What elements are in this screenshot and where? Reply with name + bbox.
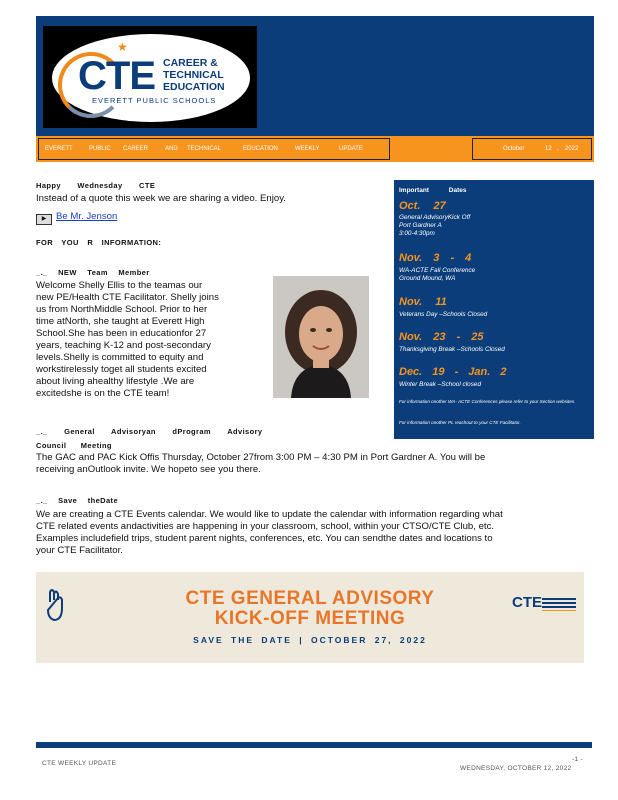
banner-title: CTE GENERAL ADVISORY bbox=[185, 588, 435, 609]
kickoff-banner bbox=[36, 572, 584, 663]
date-word: 2022 bbox=[565, 146, 579, 152]
event-date: Nov. 11 bbox=[399, 296, 447, 308]
video-icon: ▶ bbox=[36, 214, 52, 225]
video-link[interactable]: Be Mr. Jenson bbox=[56, 211, 118, 222]
text-line: excitedshe is on the CTE team! bbox=[36, 388, 170, 399]
event-date: Oct. 27 bbox=[399, 200, 446, 212]
text-line: We are creating a CTE Events calendar. We would like to update the calendar with information regarding what bbox=[36, 509, 503, 520]
title-word: EDUCATION bbox=[243, 146, 278, 152]
text-line: levels.Shelly is committed to equity and bbox=[36, 352, 204, 363]
logo-cte-text: CTE bbox=[78, 54, 155, 98]
event-line: Thanksgiving Break –Schools Closed bbox=[399, 346, 505, 353]
panel-note: For information onother PL reachout to your CTE Facilitator. bbox=[399, 420, 521, 425]
event-line: Veterans Day –Schools Closed bbox=[399, 311, 488, 318]
text-line: workstirelessly toget all students excited bbox=[36, 364, 207, 375]
title-word: PUBLIC bbox=[89, 146, 111, 152]
logo-line-1: CAREER & bbox=[163, 57, 218, 69]
event-date: Nov. 3 - 4 bbox=[399, 252, 472, 264]
text-line: The GAC and PAC Kick Offis Thursday, October 27from 3:00 PM – 4:30 PM in Port Gardner A. You will be bbox=[36, 452, 486, 463]
text-line: receiving anOutlook invite. We hopeto see you there. bbox=[36, 464, 261, 475]
text-line: School.She has been in educationfor 27 bbox=[36, 328, 207, 339]
save-date-heading: _._ Save theDate bbox=[36, 496, 119, 505]
event-line: Port Gardner A bbox=[399, 222, 442, 229]
star-icon: ★ bbox=[117, 40, 128, 54]
staff-photo bbox=[273, 276, 369, 398]
event-line: WA-ACTE Fall Conference bbox=[399, 267, 476, 274]
date-word: , bbox=[557, 146, 559, 152]
intro-line: Instead of a quote this week we are sharing a video. Enjoy. bbox=[36, 193, 286, 204]
event-line: Winter Break –School closed bbox=[399, 381, 481, 388]
text-line: your CTE Facilitator. bbox=[36, 545, 123, 556]
banner-logo: CTE bbox=[512, 594, 542, 611]
greeting: Happy Wednesday CTE bbox=[36, 181, 156, 190]
gac-heading: _._ General Advisoryan dProgram Advisory bbox=[36, 427, 263, 436]
logo-line-2: TECHNICAL bbox=[163, 69, 224, 81]
event-line: Ground Mound, WA bbox=[399, 275, 456, 282]
text-line: new PE/Health CTE Facilitator. Shelly joins bbox=[36, 292, 219, 303]
panel-note: For information onother WA- ACTE Conferences please refer to your Section websites. bbox=[399, 399, 576, 404]
text-line: about living ahealthy lifestyle .We are bbox=[36, 376, 195, 387]
banner-title-2: KICK-OFF MEETING bbox=[214, 608, 406, 629]
event-date: Dec. 19 - Jan. 2 bbox=[399, 366, 507, 378]
date-word: 12 bbox=[545, 146, 552, 152]
logo-district: EVERETT PUBLIC SCHOOLS bbox=[92, 96, 217, 105]
gac-heading-2: Council Meeting bbox=[36, 441, 112, 450]
text-line: years, teaching K-12 and post-secondary bbox=[36, 340, 211, 351]
gac-text bbox=[36, 452, 596, 476]
title-word: EVERETT bbox=[45, 146, 73, 152]
footer-rule bbox=[36, 742, 592, 748]
panel-title: Important Dates bbox=[399, 187, 467, 194]
text-line: time atNorth, she taught at Everett High bbox=[36, 316, 205, 327]
video-row bbox=[36, 211, 117, 225]
text-line: Examples includefield trips, student parent nights, conferences, etc. You can sendthe dates and locations to bbox=[36, 533, 493, 544]
event-line: 3:00-4:30pm bbox=[399, 230, 435, 237]
page-number: -1 - bbox=[572, 756, 583, 763]
title-word: AND bbox=[165, 146, 178, 152]
important-dates-panel bbox=[394, 180, 594, 439]
fyi-heading: FOR YOU R INFORMATION: bbox=[36, 238, 162, 247]
issue-date bbox=[472, 138, 592, 160]
event-line: General AdvisoryKick Off bbox=[399, 214, 471, 221]
logo-line-3: EDUCATION bbox=[163, 81, 225, 93]
title-word: CAREER bbox=[123, 146, 149, 152]
newsletter-title bbox=[38, 138, 390, 160]
text-line: us from NorthMiddle School. Prior to her bbox=[36, 304, 208, 315]
save-date-text bbox=[36, 509, 596, 557]
text-line: Welcome Shelly Ellis to the teamas our bbox=[36, 280, 203, 291]
banner-logo-lines bbox=[542, 598, 576, 611]
date-word: October bbox=[503, 146, 525, 152]
footer-title: CTE WEEKLY UPDATE bbox=[42, 760, 117, 767]
text-line: CTE related events andactivities are happening in your classroom, school, within your CTSO/CTE Club, etc. bbox=[36, 521, 495, 532]
title-word: WEEKLY bbox=[295, 146, 320, 152]
event-date: Nov. 23 - 25 bbox=[399, 331, 484, 343]
banner-subtitle: SAVE THE DATE | OCTOBER 27, 2022 bbox=[193, 635, 427, 645]
title-word: UPDATE bbox=[339, 146, 363, 152]
title-word: TECHNICAL bbox=[187, 146, 222, 152]
new-member-heading: _._ NEW Team Member bbox=[36, 268, 150, 277]
new-member-text bbox=[36, 280, 268, 400]
footer-date: WEDNESDAY, OCTOBER 12, 2022 bbox=[460, 765, 572, 772]
